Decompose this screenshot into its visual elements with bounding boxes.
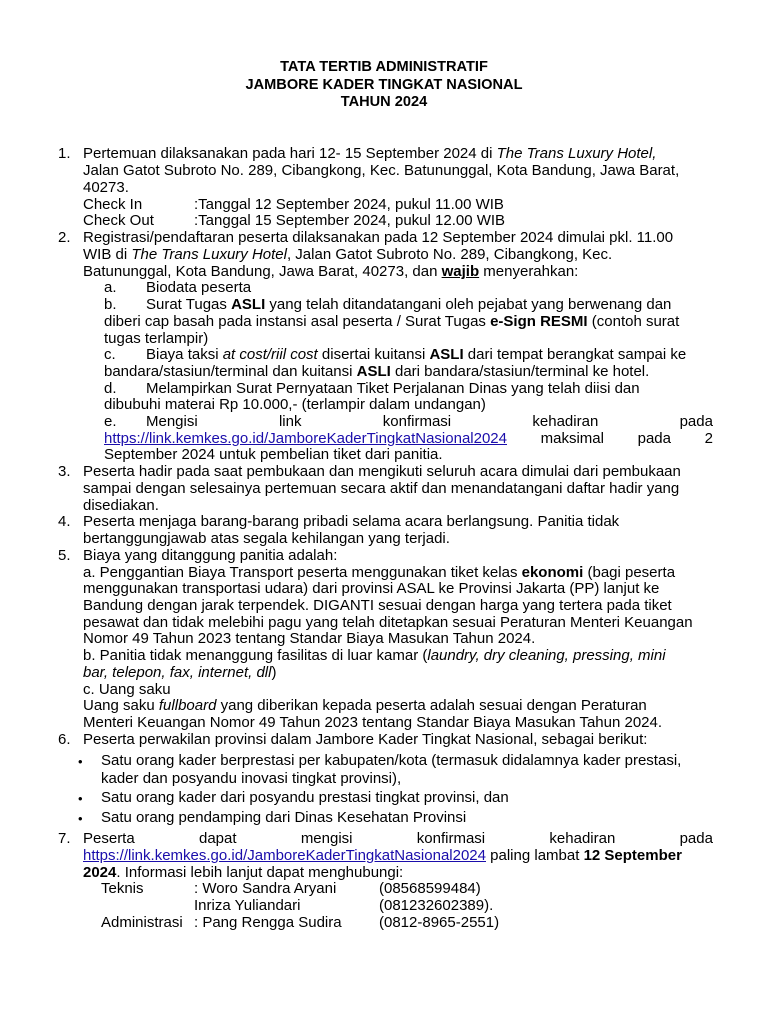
item5-a-line2: menggunakan transportasi udara) dari provinsi ASAL ke Provinsi Jakarta (PP) lanjut ke bbox=[83, 580, 660, 597]
item6-line1: Peserta perwakilan provinsi dalam Jambore Kader Tingkat Nasional, sebagai berikut: bbox=[83, 731, 648, 748]
item-number-2: 2. bbox=[58, 229, 71, 246]
item2-b-line1: Surat Tugas ASLI yang telah ditandatangani oleh pejabat yang berwenang dan bbox=[146, 296, 672, 313]
item2-e-line3: September 2024 untuk pembelian tiket dari panitia. bbox=[104, 446, 443, 463]
item2-b-line2: diberi cap basah pada instansi asal peserta / Surat Tugas e-Sign RESMI (contoh surat bbox=[104, 313, 680, 330]
item2-e-line2: https://link.kemkes.go.id/JamboreKaderTingkatNasional2024 maksimal pada 2 bbox=[104, 430, 713, 447]
item5-c-line3: Menteri Keuangan Nomor 49 Tahun 2023 tentang Standar Biaya Masukan Tahun 2024. bbox=[83, 714, 663, 731]
item-number-3: 3. bbox=[58, 463, 71, 480]
item6-bullet3: Satu orang pendamping dari Dinas Kesehatan Provinsi bbox=[101, 809, 467, 826]
item5-b-line2: bar, telepon, fax, internet, dll) bbox=[83, 664, 277, 681]
item6-bullet1-line1: Satu orang kader berprestasi per kabupaten/kota (termasuk didalamnya kader prestasi, bbox=[101, 752, 682, 769]
item2-e-line1: Mengisi link konfirmasi kehadiran pada bbox=[146, 413, 713, 430]
doc-title-line1: TATA TERTIB ADMINISTRATIF bbox=[280, 59, 488, 75]
item2-b-line3: tugas terlampir) bbox=[104, 330, 209, 347]
doc-title-line3: TAHUN 2024 bbox=[340, 94, 428, 110]
checkin-value: :Tanggal 12 September 2024, pukul 11.00 WIB bbox=[194, 196, 504, 213]
item3-line2: sampai dengan selesainya pertemuan secara aktif dan menandatangani daftar hadir yang bbox=[83, 480, 680, 497]
item7-line1: Peserta dapat mengisi konfirmasi kehadiran pada bbox=[83, 830, 713, 847]
item3-line1: Peserta hadir pada saat pembukaan dan mengikuti seluruh acara dimulai dari pembukaan bbox=[83, 463, 681, 480]
checkout-label: Check Out bbox=[83, 212, 154, 229]
item2-c-letter: c. bbox=[104, 346, 116, 363]
item-number-6: 6. bbox=[58, 731, 71, 748]
item6-bullet1-line2: kader dan posyandu inovasi tingkat provinsi), bbox=[101, 770, 402, 787]
checkout-value: :Tanggal 15 September 2024, pukul 12.00 WIB bbox=[194, 212, 506, 229]
item5-a-line5: Nomor 49 Tahun 2023 tentang Standar Biaya Masukan Tahun 2024. bbox=[83, 630, 536, 647]
item1-line3: 40273. bbox=[83, 179, 129, 196]
bullet-icon: • bbox=[78, 811, 83, 826]
item4-line2: bertanggungjawab atas segala kehilangan yang terjadi. bbox=[83, 530, 450, 547]
item-number-7: 7. bbox=[58, 830, 71, 847]
contact-teknis-name1: : Woro Sandra Aryani bbox=[194, 880, 337, 897]
contact-admin-phone: (0812-8965-2551) bbox=[379, 914, 500, 931]
item1-line1: Pertemuan dilaksanakan pada hari 12- 15 September 2024 di The Trans Luxury Hotel, bbox=[83, 145, 657, 162]
contact-admin-name: : Pang Rengga Sudira bbox=[194, 914, 342, 931]
item2-line2: WIB di The Trans Luxury Hotel, Jalan Gatot Subroto No. 289, Cibangkong, Kec. bbox=[83, 246, 613, 263]
item5-b-line1: b. Panitia tidak menanggung fasilitas di luar kamar (laundry, dry cleaning, pressing, mini bbox=[83, 647, 666, 664]
contact-teknis-label: Teknis bbox=[101, 880, 144, 897]
item5-a-line4: pesawat dan tidak melebihi pagu yang telah ditetapkan sesuai Peraturan Menteri Keuangan bbox=[83, 614, 693, 631]
item2-a-letter: a. bbox=[104, 279, 117, 296]
item3-line3: disediakan. bbox=[83, 497, 159, 514]
item-number-4: 4. bbox=[58, 513, 71, 530]
item5-c-line1: c. Uang saku bbox=[83, 681, 171, 698]
item2-d-letter: d. bbox=[104, 380, 117, 397]
bullet-icon: • bbox=[78, 754, 83, 769]
item5-a-line1: a. Penggantian Biaya Transport peserta menggunakan tiket kelas ekonomi (bagi peserta bbox=[83, 564, 676, 581]
item2-line1: Registrasi/pendaftaran peserta dilaksanakan pada 12 September 2024 dimulai pkl. 11.00 bbox=[83, 229, 674, 246]
confirmation-link-1[interactable]: https://link.kemkes.go.id/JamboreKaderTingkatNasional2024 bbox=[104, 430, 507, 447]
item5-a-line3: Bandung dengan jarak terpendek. DIGANTI sesuai dengan harga yang tertera pada tiket bbox=[83, 597, 672, 614]
contact-teknis-name2: Inriza Yuliandari bbox=[194, 897, 301, 914]
item-number-1: 1. bbox=[58, 145, 71, 162]
bullet-icon: • bbox=[78, 791, 83, 806]
item2-d-line1: Melampirkan Surat Pernyataan Tiket Perjalanan Dinas yang telah diisi dan bbox=[146, 380, 640, 397]
checkin-label: Check In bbox=[83, 196, 143, 213]
item6-bullet2: Satu orang kader dari posyandu prestasi tingkat provinsi, dan bbox=[101, 789, 509, 806]
doc-title-line2: JAMBORE KADER TINGKAT NASIONAL bbox=[245, 77, 523, 93]
item2-b-letter: b. bbox=[104, 296, 117, 313]
item7-line2: https://link.kemkes.go.id/JamboreKaderTingkatNasional2024 paling lambat 12 September bbox=[83, 847, 682, 864]
item5-c-line2: Uang saku fullboard yang diberikan kepada peserta adalah sesuai dengan Peraturan bbox=[83, 697, 647, 714]
contact-teknis-phone2: (081232602389). bbox=[379, 897, 494, 914]
item2-a-text: Biodata peserta bbox=[146, 279, 252, 296]
item2-line3: Batununggal, Kota Bandung, Jawa Barat, 40273, dan wajib menyerahkan: bbox=[83, 263, 579, 280]
item1-line2: Jalan Gatot Subroto No. 289, Cibangkong, Kec. Batununggal, Kota Bandung, Jawa Barat, bbox=[83, 162, 680, 179]
item4-line1: Peserta menjaga barang-barang pribadi selama acara berlangsung. Panitia tidak bbox=[83, 513, 620, 530]
item5-line1: Biaya yang ditanggung panitia adalah: bbox=[83, 547, 338, 564]
item7-line3: 2024. Informasi lebih lanjut dapat menghubungi: bbox=[83, 864, 404, 881]
contact-teknis-phone1: (08568599484) bbox=[379, 880, 481, 897]
confirmation-link-2[interactable]: https://link.kemkes.go.id/JamboreKaderTingkatNasional2024 bbox=[83, 847, 486, 864]
item2-c-line2: bandara/stasiun/terminal dan kuitansi ASLI dari bandara/stasiun/terminal ke hotel. bbox=[104, 363, 650, 380]
item2-d-line2: dibubuhi materai Rp 10.000,- (terlampir dalam undangan) bbox=[104, 396, 486, 413]
item2-c-line1: Biaya taksi at cost/riil cost disertai kuitansi ASLI dari tempat berangkat sampai ke bbox=[146, 346, 687, 363]
item2-e-letter: e. bbox=[104, 413, 117, 430]
contact-admin-label: Administrasi bbox=[101, 914, 183, 931]
item-number-5: 5. bbox=[58, 547, 71, 564]
